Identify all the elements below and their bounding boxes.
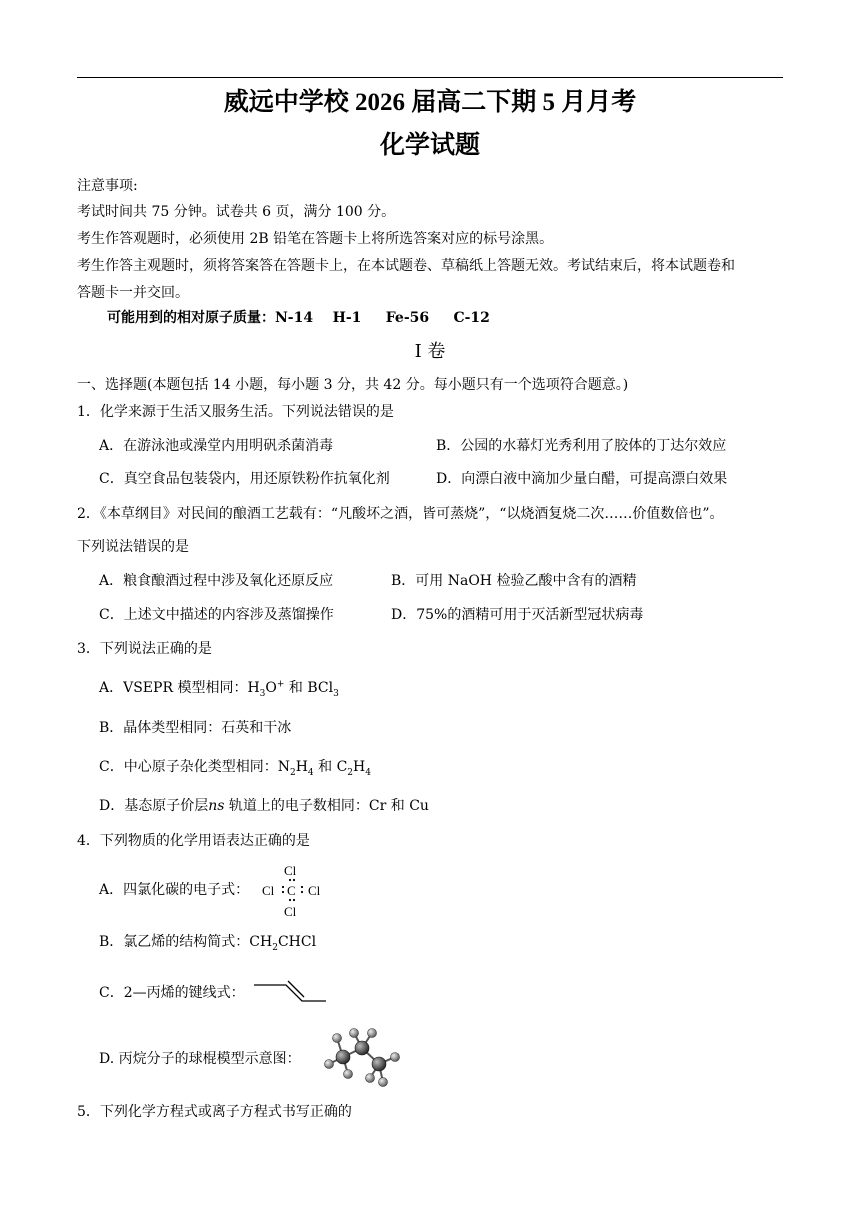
lewis-cl-right: Cl xyxy=(308,883,321,898)
propene-skeletal-formula xyxy=(252,978,328,1004)
propane-ball-stick-model xyxy=(320,1024,404,1090)
notice-line: 考生作答观题时，必须使用 2B 铅笔在答题卡上将所选答案对应的标号涂黑。 xyxy=(77,231,554,247)
q1-option-c: C．真空食品包装袋内，用还原铁粉作抗氧化剂 xyxy=(99,471,390,487)
q3-option-b: B．晶体类型相同：石英和干冰 xyxy=(99,720,292,736)
q4-option-a: A．四氯化碳的电子式： xyxy=(99,882,250,898)
notice-line: 考试时间共 75 分钟。试卷共 6 页，满分 100 分。 xyxy=(77,204,396,220)
lewis-c-center: C xyxy=(287,883,296,898)
q3-option-d: D．基态原子价层ns 轨道上的电子数相同：Cr 和 Cu xyxy=(99,798,429,814)
atomic-masses: 可能用到的相对原子质量：N-14 H-1 Fe-56 C-12 xyxy=(107,310,490,326)
q2-option-b: B．可用 NaOH 检验乙酸中含有的酒精 xyxy=(391,573,637,589)
q4-option-b: B．氯乙烯的结构简式：$CH_2CHCl$ xyxy=(99,934,317,953)
q2-option-c: C．上述文中描述的内容涉及蒸馏操作 xyxy=(99,607,334,623)
exam-title: 威远中学校 2026 届高二下期 5 月月考 xyxy=(223,89,637,116)
q1-option-a: A．在游泳池或澡堂内用明矾杀菌消毒 xyxy=(99,438,334,454)
notice-line: 考生作答主观题时，须将答案答在答题卡上，在本试题卷、草稿纸上答题无效。考试结束后，将本试题卷和 xyxy=(77,258,735,274)
header-rule xyxy=(77,77,783,78)
question-4-stem: 4．下列物质的化学用语表达正确的是 xyxy=(77,833,310,849)
q4-option-c: C．2—丙烯的键线式： xyxy=(99,985,245,1001)
q1-option-b: B．公园的水幕灯光秀利用了胶体的丁达尔效应 xyxy=(436,438,727,454)
section-title: I 卷 xyxy=(414,341,446,362)
question-2-stem: 2．《本草纲目》对民间的酿酒工艺载有：“凡酸坏之酒，皆可蒸烧”，“以烧酒复烧二次……价值数倍也”。 xyxy=(77,506,724,522)
q1-option-d: D．向漂白液中滴加少量白醋，可提高漂白效果 xyxy=(436,471,728,487)
notice-line: 答题卡一并交回。 xyxy=(77,285,189,301)
lewis-cl-bottom: Cl xyxy=(284,904,297,919)
q3-option-a: A．VSEPR 模型相同：$H_3O^+$ 和 BCl$_3$ xyxy=(99,679,339,699)
q4-option-d: D. 丙烷分子的球棍模型示意图： xyxy=(99,1051,301,1067)
q2-option-d: D．75%的酒精可用于灭活新型冠状病毒 xyxy=(391,607,644,623)
q3-option-c: C．中心原子杂化类型相同：$N_2H_4$ 和 $C_2H_4$ xyxy=(99,759,371,778)
lewis-cl-left: Cl xyxy=(262,883,275,898)
question-1-stem: 1．化学来源于生活又服务生活。下列说法错误的是 xyxy=(77,404,394,420)
lewis-cl-top: Cl xyxy=(284,863,297,878)
question-3-stem: 3．下列说法正确的是 xyxy=(77,641,212,657)
q2-option-a: A．粮食酿酒过程中涉及氧化还原反应 xyxy=(99,573,334,589)
question-2-stem-cont: 下列说法错误的是 xyxy=(77,539,189,555)
ccl4-lewis-structure xyxy=(258,862,328,920)
question-5-stem: 5．下列化学方程式或离子方程式书写正确的 xyxy=(77,1104,352,1120)
section-intro: 一、选择题(本题包括 14 小题，每小题 3 分，共 42 分。每小题只有一个选项符合题意。) xyxy=(77,377,629,393)
notice-heading: 注意事项: xyxy=(77,178,138,194)
exam-subtitle: 化学试题 xyxy=(379,132,480,159)
